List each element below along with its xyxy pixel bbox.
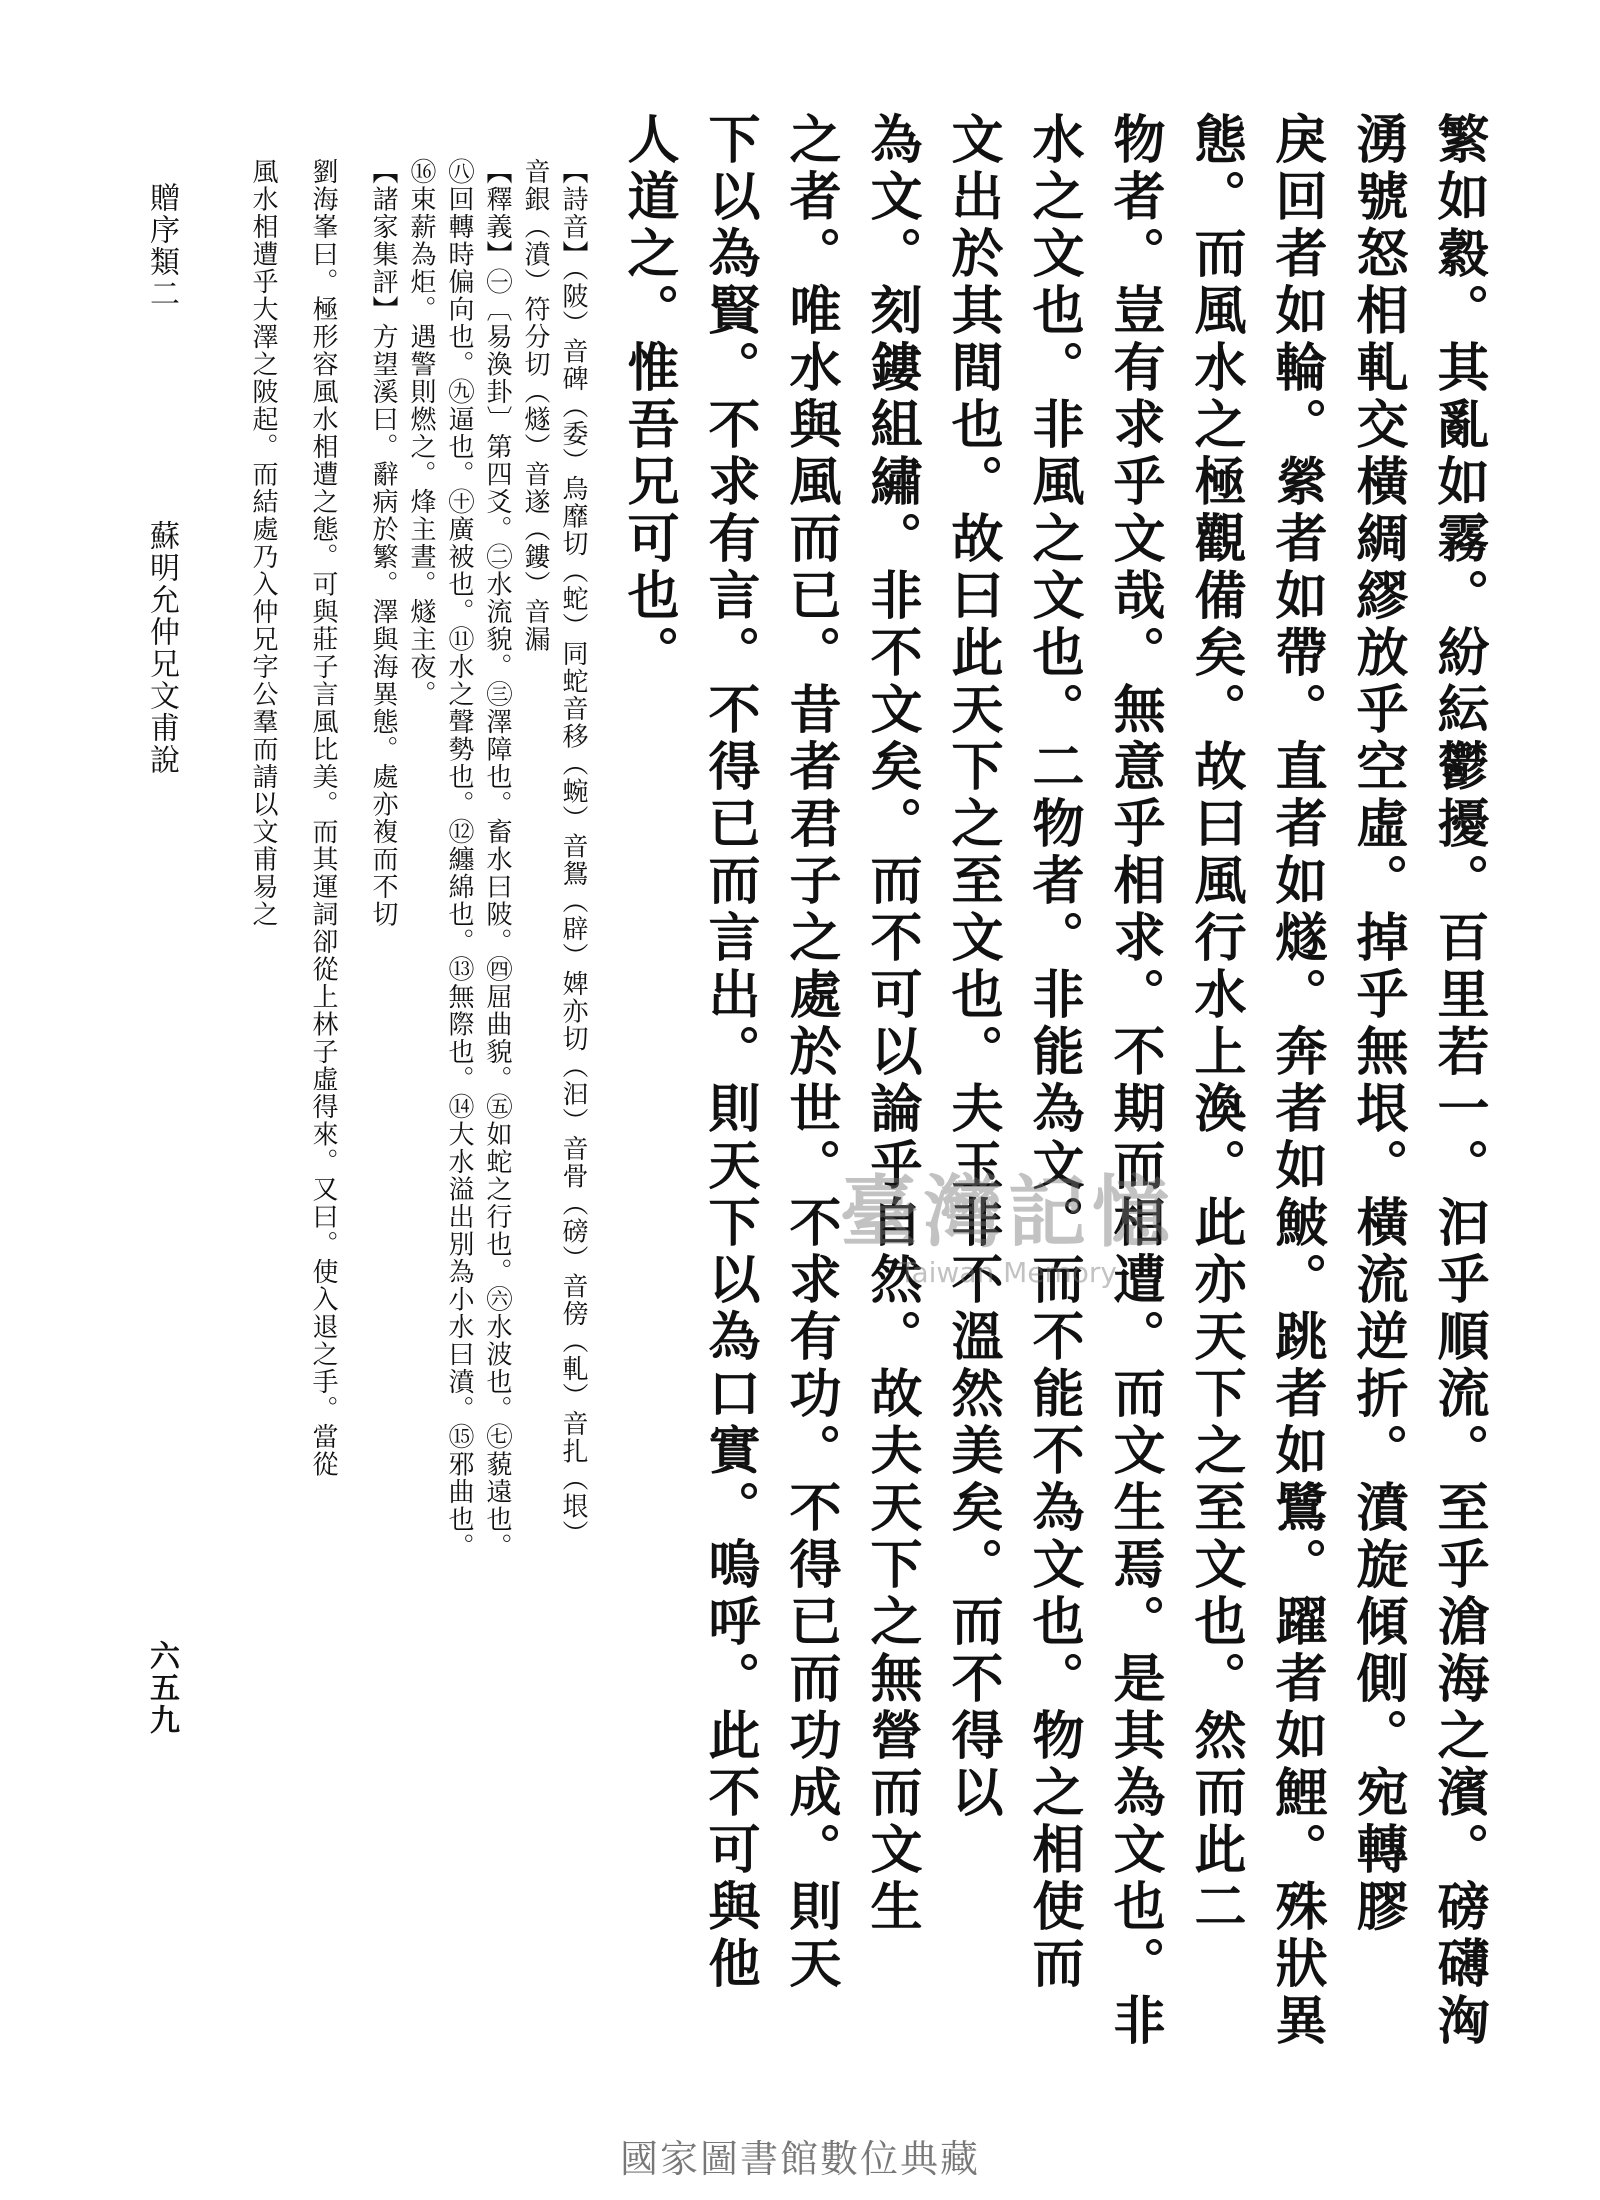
- main-column: 戾回者如輪。縈者如帶。直者如燧。奔者如鮍。跳者如鷺。躍者如鯉。殊狀異: [1266, 112, 1327, 2050]
- note-column: ㊇回轉時偏向也。㊈逼也。㊉廣被也。⑪水之聲勢也。⑫纏綿也。⑬無際也。⑭大水溢出別為小水曰濆。⑮邪曲也。: [444, 158, 474, 1561]
- main-column: 湧號怒相軋交橫綢繆放乎空虛。掉乎無垠。橫流逆折。濆旋傾側。宛轉膠: [1347, 112, 1408, 1936]
- note-column: 劉海峯曰。極形容風水相遭之態。可與莊子言風比美。而其運詞卻從上林子虛得來。又曰。使入退之手。當從: [308, 158, 338, 1478]
- watermark-chinese: 臺灣記憶: [840, 1167, 1177, 1258]
- watermark-english: Taiwan Memory: [899, 1256, 1117, 1289]
- main-column: 物者。豈有求乎文哉。無意乎相求。不期而相遭。而文生焉。是其為文也。非: [1104, 112, 1165, 2050]
- main-column: 為文。刻鏤組繡。非不文矣。而不可以論乎自然。故夫天下之無營而文生: [861, 112, 922, 1936]
- note-column: 【釋義】㊀〔易渙卦〕第四爻。㊁水流貌。㊂澤障也。畜水曰陂。㊃屈曲貌。㊄如蛇之行也。㊅水波也。㊆藐遠也。: [482, 158, 512, 1561]
- note-column: ⑯束薪為炬。遇警則燃之。烽主晝。燧主夜。: [406, 158, 436, 708]
- main-column: 人道之。惟吾兄可也。: [618, 112, 679, 682]
- section-label: 贈序類二: [144, 182, 179, 310]
- note-column: 風水相遭乎大澤之陂起。而結處乃入仲兄字公羣而請以文甫易之: [248, 158, 278, 928]
- note-column: 【諸家集評】方望溪曰。辭病於繁。澤與海異態。處亦複而不切: [368, 158, 398, 928]
- page-number: 六五九: [144, 1640, 179, 1736]
- footer-credit: 國家圖書館數位典藏: [619, 2137, 980, 2181]
- main-column: 態。而風水之極觀備矣。故曰風行水上渙。此亦天下之至文也。然而此二: [1185, 112, 1246, 1936]
- main-column: 下以為賢。不求有言。不得已而言出。則天下以為口實。嗚呼。此不可與他: [699, 112, 760, 1993]
- watermark: [840, 1150, 1176, 1289]
- article-title: 蘇明允仲兄文甫說: [144, 520, 179, 776]
- main-column: 文出於其間也。故曰此天下之至文也。夫玉非不溫然美矣。而不得以: [942, 112, 1003, 1822]
- main-column: 水之文也。非風之文也。二物者。非能為文。而不能不為文也。物之相使而: [1023, 112, 1084, 1993]
- note-column: 【詩音】（陂）音碑（委）烏靡切（蛇）同蛇音移（蜿）音鴛（辟）婢亦切（汩）音骨（磅）音傍（軋）音扎（垠）: [558, 158, 588, 1548]
- note-column: 音銀（濆）符分切（燧）音遂（鏤）音漏: [520, 158, 550, 653]
- main-column: 之者。唯水與風而已。昔者君子之處於世。不求有功。不得已而功成。則天: [780, 112, 841, 1993]
- main-column: 繁如縠。其亂如霧。紛紜鬱擾。百里若一。汩乎順流。至乎滄海之濱。磅礴洶: [1428, 112, 1489, 2050]
